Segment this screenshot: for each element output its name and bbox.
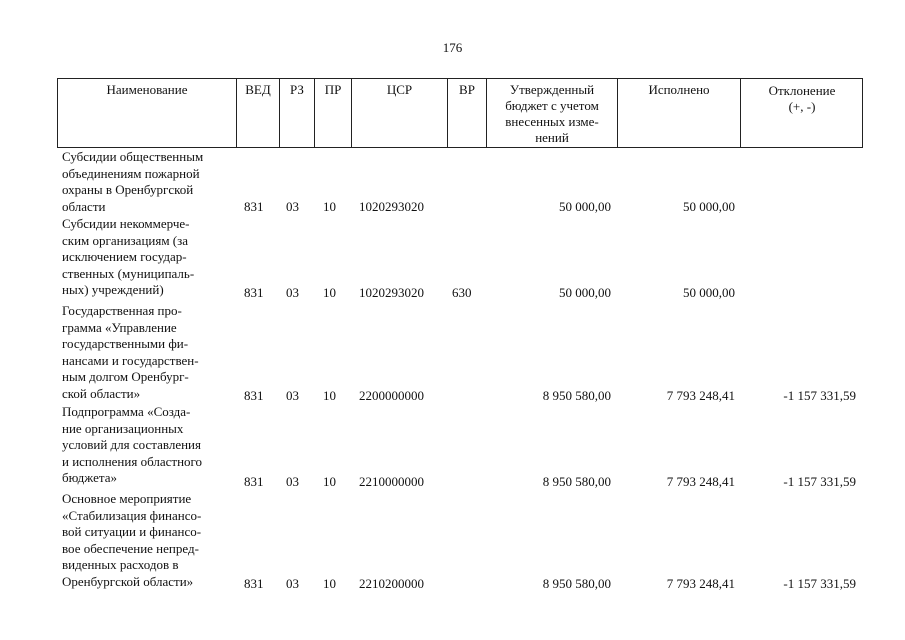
header-csr: ЦСР <box>386 82 413 97</box>
table-header <box>57 78 863 148</box>
cell-csr: 1020293020 <box>359 285 424 300</box>
cell-approved: 8 950 580,00 <box>542 474 611 489</box>
cell-csr: 2210200000 <box>359 576 424 591</box>
cell-deviation: -1 157 331,59 <box>783 388 856 403</box>
page-number: 176 <box>442 40 463 55</box>
cell-ved: 831 <box>244 388 264 403</box>
header-executed: Исполнено <box>648 82 710 97</box>
row-name: Подпрограмма «Созда- ние организационных условий для составления и исполнения областного бюджета» <box>62 404 203 486</box>
cell-approved: 8 950 580,00 <box>542 388 611 403</box>
cell-ved: 831 <box>244 285 264 300</box>
cell-rz: 03 <box>286 388 299 403</box>
header-name: Наименование <box>106 82 188 97</box>
cell-executed: 7 793 248,41 <box>666 388 735 403</box>
cell-approved: 50 000,00 <box>559 199 611 214</box>
cell-rz: 03 <box>286 474 299 489</box>
header-ved: ВЕД <box>245 82 271 97</box>
cell-rz: 03 <box>286 199 299 214</box>
cell-pr: 10 <box>323 474 336 489</box>
cell-csr: 1020293020 <box>359 199 424 214</box>
header-vr: ВР <box>459 82 475 97</box>
cell-pr: 10 <box>323 285 336 300</box>
cell-approved: 50 000,00 <box>559 285 611 300</box>
cell-ved: 831 <box>244 199 264 214</box>
header-rz: РЗ <box>290 82 304 97</box>
cell-pr: 10 <box>323 199 336 214</box>
header-pr: ПР <box>324 82 342 97</box>
header-deviation: Отклонение (+, -) <box>768 83 836 114</box>
cell-csr: 2210000000 <box>359 474 424 489</box>
cell-csr: 2200000000 <box>359 388 424 403</box>
row-name: Субсидии общественным объединениям пожарной охраны в Оренбургской области <box>62 149 204 214</box>
cell-ved: 831 <box>244 576 264 591</box>
cell-approved: 8 950 580,00 <box>542 576 611 591</box>
cell-pr: 10 <box>323 576 336 591</box>
cell-ved: 831 <box>244 474 264 489</box>
cell-deviation: -1 157 331,59 <box>783 474 856 489</box>
cell-rz: 03 <box>286 285 299 300</box>
row-name: Основное мероприятие «Стабилизация финансо- вой ситуации и финансо- вое обеспечение непред- виденных расходов в Оренбургской области» <box>62 491 202 589</box>
cell-pr: 10 <box>323 388 336 403</box>
cell-deviation: -1 157 331,59 <box>783 576 856 591</box>
row-name: Субсидии некоммерче- ским организациям (за исключением государ- ственных (муниципаль- ных) учреждений) <box>62 216 195 298</box>
cell-vr: 630 <box>452 285 472 300</box>
row-name: Государственная про- грамма «Управление государственными фи- нансами и государствен- ным долгом Оренбург- ской области» <box>62 303 199 401</box>
cell-executed: 7 793 248,41 <box>666 474 735 489</box>
cell-executed: 7 793 248,41 <box>666 576 735 591</box>
cell-executed: 50 000,00 <box>683 285 735 300</box>
cell-rz: 03 <box>286 576 299 591</box>
header-approved: Утвержденный бюджет с учетом внесенных изме- нений <box>505 82 599 145</box>
cell-executed: 50 000,00 <box>683 199 735 214</box>
